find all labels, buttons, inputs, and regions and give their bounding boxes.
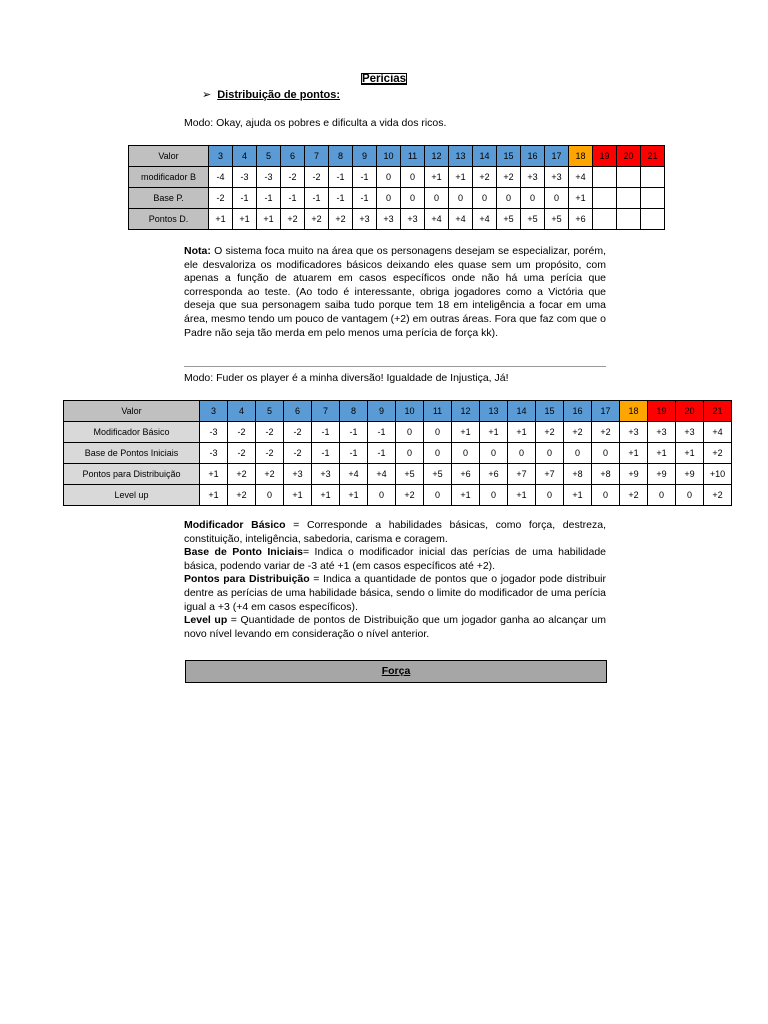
- value-cell: +3: [648, 422, 676, 443]
- header-value-cell: 21: [704, 401, 732, 422]
- value-cell: 0: [480, 443, 508, 464]
- value-cell: [593, 188, 617, 209]
- value-cell: 0: [452, 443, 480, 464]
- value-cell: 0: [449, 188, 473, 209]
- header-value-cell: 17: [592, 401, 620, 422]
- header-value-cell: 8: [329, 146, 353, 167]
- value-cell: +3: [377, 209, 401, 230]
- row-label-cell: Pontos D.: [129, 209, 209, 230]
- value-cell: +2: [256, 464, 284, 485]
- value-cell: -1: [257, 188, 281, 209]
- value-cell: +1: [569, 188, 593, 209]
- value-cell: -1: [353, 188, 377, 209]
- value-cell: +2: [704, 485, 732, 506]
- value-cell: +2: [536, 422, 564, 443]
- value-cell: 0: [425, 188, 449, 209]
- value-cell: +1: [508, 485, 536, 506]
- value-cell: +3: [353, 209, 377, 230]
- value-cell: +1: [200, 485, 228, 506]
- value-cell: -2: [305, 167, 329, 188]
- value-cell: +3: [545, 167, 569, 188]
- header-value-cell: 3: [209, 146, 233, 167]
- points-table-1: [128, 145, 665, 230]
- value-cell: +2: [329, 209, 353, 230]
- value-cell: +10: [704, 464, 732, 485]
- header-value-cell: 12: [425, 146, 449, 167]
- value-cell: +4: [473, 209, 497, 230]
- value-cell: +1: [452, 422, 480, 443]
- value-cell: +1: [425, 167, 449, 188]
- value-cell: +1: [257, 209, 281, 230]
- header-value-cell: 5: [256, 401, 284, 422]
- definition-text: = Quantidade de pontos de Distribuição que um jogador ganha ao alcançar um novo nível levando em consideração o nível anterior.: [184, 614, 606, 640]
- header-value-cell: 18: [569, 146, 593, 167]
- value-cell: -2: [228, 443, 256, 464]
- value-cell: [617, 188, 641, 209]
- value-cell: +2: [592, 422, 620, 443]
- value-cell: +3: [284, 464, 312, 485]
- value-cell: +6: [480, 464, 508, 485]
- header-value-cell: 8: [340, 401, 368, 422]
- header-value-cell: 19: [648, 401, 676, 422]
- table-row: [129, 188, 665, 209]
- value-cell: [593, 167, 617, 188]
- value-cell: -3: [233, 167, 257, 188]
- value-cell: [641, 167, 665, 188]
- value-cell: 0: [536, 443, 564, 464]
- subtitle-label: Distribuição de pontos:: [217, 89, 341, 101]
- value-cell: +2: [228, 464, 256, 485]
- value-cell: -2: [284, 422, 312, 443]
- definitions-block: [184, 519, 606, 641]
- header-value-cell: 7: [305, 146, 329, 167]
- value-cell: +1: [284, 485, 312, 506]
- value-cell: -1: [329, 188, 353, 209]
- value-cell: [641, 188, 665, 209]
- table-row: [129, 167, 665, 188]
- value-cell: -3: [200, 422, 228, 443]
- value-cell: +4: [368, 464, 396, 485]
- value-cell: -4: [209, 167, 233, 188]
- definition-term: Pontos para Distribuição: [184, 573, 310, 586]
- value-cell: +3: [521, 167, 545, 188]
- header-value-cell: 12: [452, 401, 480, 422]
- mode-2-text: Modo: Fuder os player é a minha diversão! Igualdade de Injustiça, Já!: [184, 372, 509, 384]
- value-cell: +6: [452, 464, 480, 485]
- value-cell: 0: [424, 485, 452, 506]
- header-value-cell: 13: [480, 401, 508, 422]
- value-cell: +1: [200, 464, 228, 485]
- header-value-cell: 18: [620, 401, 648, 422]
- value-cell: 0: [424, 443, 452, 464]
- table-row: [64, 485, 732, 506]
- value-cell: 0: [368, 485, 396, 506]
- definition-pontos: [184, 573, 606, 614]
- row-label-cell: Pontos para Distribuição: [64, 464, 200, 485]
- points-table-2: [63, 400, 732, 506]
- table-header-row: [129, 146, 665, 167]
- value-cell: +4: [449, 209, 473, 230]
- header-value-cell: 6: [281, 146, 305, 167]
- value-cell: -1: [312, 422, 340, 443]
- forca-section-header: Força: [185, 660, 607, 683]
- value-cell: -1: [233, 188, 257, 209]
- value-cell: +2: [473, 167, 497, 188]
- value-cell: +4: [425, 209, 449, 230]
- value-cell: +9: [620, 464, 648, 485]
- row-label-cell: Modificador Básico: [64, 422, 200, 443]
- value-cell: 0: [401, 167, 425, 188]
- value-cell: -1: [340, 422, 368, 443]
- value-cell: +1: [233, 209, 257, 230]
- value-cell: +1: [449, 167, 473, 188]
- header-value-cell: 14: [508, 401, 536, 422]
- mode-1-text: Modo: Okay, ajuda os pobres e dificulta a vida dos ricos.: [184, 117, 447, 129]
- header-value-cell: 9: [368, 401, 396, 422]
- value-cell: +3: [401, 209, 425, 230]
- value-cell: -1: [340, 443, 368, 464]
- value-cell: 0: [536, 485, 564, 506]
- value-cell: 0: [473, 188, 497, 209]
- value-cell: +4: [569, 167, 593, 188]
- header-value-cell: 11: [401, 146, 425, 167]
- value-cell: +2: [305, 209, 329, 230]
- value-cell: -2: [209, 188, 233, 209]
- row-label-cell: Level up: [64, 485, 200, 506]
- value-cell: -3: [257, 167, 281, 188]
- value-cell: 0: [401, 188, 425, 209]
- header-value-cell: 13: [449, 146, 473, 167]
- value-cell: +1: [508, 422, 536, 443]
- value-cell: -1: [329, 167, 353, 188]
- header-value-cell: 14: [473, 146, 497, 167]
- value-cell: +4: [704, 422, 732, 443]
- value-cell: +2: [620, 485, 648, 506]
- value-cell: +1: [312, 485, 340, 506]
- value-cell: +2: [497, 167, 521, 188]
- separator-line: [184, 366, 606, 367]
- value-cell: 0: [592, 485, 620, 506]
- value-cell: [641, 209, 665, 230]
- table-row: [64, 443, 732, 464]
- header-value-cell: 11: [424, 401, 452, 422]
- definition-modificador: [184, 519, 606, 546]
- value-cell: [617, 167, 641, 188]
- row-label-cell: Base de Pontos Iniciais: [64, 443, 200, 464]
- value-cell: -1: [312, 443, 340, 464]
- value-cell: -2: [256, 443, 284, 464]
- header-value-cell: 20: [617, 146, 641, 167]
- header-value-cell: 16: [521, 146, 545, 167]
- value-cell: -1: [368, 422, 396, 443]
- header-value-cell: 6: [284, 401, 312, 422]
- value-cell: +5: [521, 209, 545, 230]
- value-cell: +6: [569, 209, 593, 230]
- value-cell: -2: [284, 443, 312, 464]
- value-cell: +7: [536, 464, 564, 485]
- value-cell: -2: [281, 167, 305, 188]
- row-label-cell: modificador B: [129, 167, 209, 188]
- value-cell: [593, 209, 617, 230]
- value-cell: 0: [564, 443, 592, 464]
- nota-label: Nota:: [184, 245, 211, 257]
- value-cell: 0: [377, 167, 401, 188]
- header-value-cell: 16: [564, 401, 592, 422]
- table-header-row: [64, 401, 732, 422]
- value-cell: +1: [564, 485, 592, 506]
- value-cell: +5: [396, 464, 424, 485]
- header-value-cell: 19: [593, 146, 617, 167]
- value-cell: -1: [368, 443, 396, 464]
- arrow-bullet-icon: ➢: [202, 89, 212, 101]
- table-row: [129, 209, 665, 230]
- definition-term: Modificador Básico: [184, 519, 286, 531]
- header-value-cell: 3: [200, 401, 228, 422]
- definition-term: Level up: [184, 614, 228, 627]
- header-label-cell: Valor: [64, 401, 200, 422]
- value-cell: +1: [676, 443, 704, 464]
- table-row: [64, 422, 732, 443]
- value-cell: 0: [545, 188, 569, 209]
- value-cell: +1: [620, 443, 648, 464]
- value-cell: +2: [704, 443, 732, 464]
- value-cell: +1: [340, 485, 368, 506]
- value-cell: -3: [200, 443, 228, 464]
- value-cell: 0: [592, 443, 620, 464]
- header-value-cell: 17: [545, 146, 569, 167]
- value-cell: +1: [452, 485, 480, 506]
- definition-levelup: [184, 614, 606, 641]
- header-value-cell: 5: [257, 146, 281, 167]
- header-value-cell: 20: [676, 401, 704, 422]
- header-value-cell: 7: [312, 401, 340, 422]
- header-value-cell: 10: [396, 401, 424, 422]
- value-cell: +1: [648, 443, 676, 464]
- value-cell: [617, 209, 641, 230]
- value-cell: 0: [508, 443, 536, 464]
- nota-text: O sistema foca muito na área que os personagens desejam se especializar, porém, ele desvaloriza os modificadores básicos deixando eles quase sem um propósito, com apenas a função de atuarem em casos específicos onde não há uma perícia que corresponda ao teste. (Ao todo é interessante, obriga jogadores como a Victória que deseja que sua personagem saiba tudo porque tem 18 em inteligência a focar em uma área, mesmo tendo um pouco de vantagem (+2) em outras áreas. Fora que faz com que o Padre não seja tão merda em pelo menos uma perícia de força kk).: [184, 245, 606, 339]
- value-cell: +3: [620, 422, 648, 443]
- definition-term: Base de Ponto Iniciais: [184, 546, 303, 559]
- row-label-cell: Base P.: [129, 188, 209, 209]
- value-cell: -2: [256, 422, 284, 443]
- value-cell: +5: [497, 209, 521, 230]
- definition-text: = Corresponde a habilidades básicas, como força, destreza, constituição, inteligência, sabedoria, carisma e coragem.: [184, 519, 606, 545]
- value-cell: 0: [497, 188, 521, 209]
- value-cell: +8: [592, 464, 620, 485]
- nota-paragraph: [184, 245, 606, 340]
- value-cell: +3: [676, 422, 704, 443]
- table-row: [64, 464, 732, 485]
- header-value-cell: 4: [233, 146, 257, 167]
- definition-text: = Indica o modificador inicial das perícias de uma habilidade básica, podendo variar de -3 até +1 (em casos específicos até +2).: [184, 546, 606, 572]
- value-cell: -1: [281, 188, 305, 209]
- header-value-cell: 15: [497, 146, 521, 167]
- value-cell: +2: [564, 422, 592, 443]
- value-cell: +9: [676, 464, 704, 485]
- value-cell: 0: [396, 443, 424, 464]
- header-value-cell: 9: [353, 146, 377, 167]
- value-cell: +3: [312, 464, 340, 485]
- value-cell: 0: [256, 485, 284, 506]
- header-value-cell: 4: [228, 401, 256, 422]
- value-cell: +9: [648, 464, 676, 485]
- value-cell: 0: [424, 422, 452, 443]
- value-cell: +7: [508, 464, 536, 485]
- definition-text: = Indica a quantidade de pontos que o jogador pode distribuir dentre as perícias de uma habilidade básica, sendo o limite do modificador de uma perícia igual a +3 (+4 em casos específicos).: [184, 573, 606, 613]
- value-cell: +2: [228, 485, 256, 506]
- value-cell: +4: [340, 464, 368, 485]
- value-cell: +1: [480, 422, 508, 443]
- section-subtitle: [202, 88, 340, 101]
- header-value-cell: 15: [536, 401, 564, 422]
- value-cell: +2: [281, 209, 305, 230]
- value-cell: +1: [209, 209, 233, 230]
- value-cell: 0: [648, 485, 676, 506]
- definition-base: [184, 546, 606, 573]
- header-label-cell: Valor: [129, 146, 209, 167]
- value-cell: 0: [396, 422, 424, 443]
- value-cell: -2: [228, 422, 256, 443]
- value-cell: 0: [521, 188, 545, 209]
- header-value-cell: 21: [641, 146, 665, 167]
- value-cell: 0: [676, 485, 704, 506]
- value-cell: +5: [545, 209, 569, 230]
- value-cell: +2: [396, 485, 424, 506]
- value-cell: +8: [564, 464, 592, 485]
- value-cell: 0: [377, 188, 401, 209]
- value-cell: 0: [480, 485, 508, 506]
- page-title: Perícias: [361, 73, 407, 85]
- header-value-cell: 10: [377, 146, 401, 167]
- value-cell: +5: [424, 464, 452, 485]
- value-cell: -1: [353, 167, 377, 188]
- value-cell: -1: [305, 188, 329, 209]
